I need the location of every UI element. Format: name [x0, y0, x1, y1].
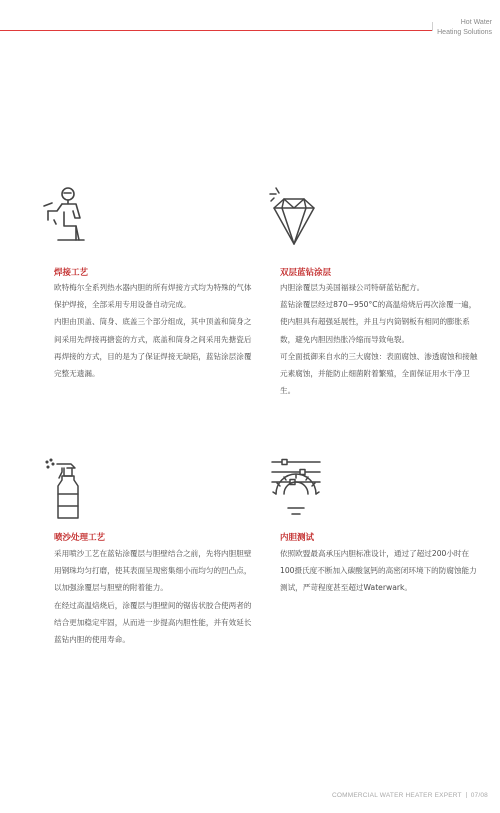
page-number: 07/08: [470, 792, 488, 799]
footer-text: COMMERCIAL WATER HEATER EXPERT: [331, 792, 462, 799]
paragraph: 可全面抵御来自水的三大腐蚀：表面腐蚀、渗透腐蚀和接触元素腐蚀，并能防止细菌附着繁殖，全面保证用水干净卫生。: [280, 351, 478, 396]
footer-separator: [466, 792, 467, 798]
welder-icon: [38, 186, 96, 250]
paragraph: 在经过高温焙烧后，涂覆层与胆壁间的锯齿状胶合使两者的结合更加稳定牢固，从而进一步提高内胆性能，并有效延长蓝钻内胆的使用寿命。: [54, 600, 252, 645]
section-body: [280, 279, 480, 399]
section-title: 双层蓝钻涂层: [280, 268, 332, 278]
header-rule: [0, 30, 432, 31]
section-body: [280, 545, 480, 597]
paragraph: 内胆涂覆层为美国福禄公司特研蓝钻配方。: [280, 283, 425, 292]
header-line-1: Hot Water: [460, 19, 492, 26]
header-line-2: Heating Solutions: [437, 29, 492, 36]
section-title: 焊接工艺: [54, 268, 89, 278]
footer: [332, 792, 488, 799]
paragraph: 内胆由顶盖、筒身、底盖三个部分组成，其中顶盖和筒身之间采用先焊接再搪瓷的方式，底盖和筒身之间采用先搪瓷后再焊接的方式，目的是为了保证焊接无缺陷，蓝钻涂层涂覆完整无遗漏。: [54, 317, 252, 379]
spray-bottle-icon: [44, 458, 90, 520]
section-title: 内胆测试: [280, 533, 315, 543]
paragraph: 采用喷沙工艺在蓝钻涂覆层与胆壁结合之前，先将内胆胆壁用钢珠均匀打磨，使其表面呈现密集细小而均匀的凹凸点，以加强涂覆层与胆壁的附着能力。: [54, 549, 252, 593]
diamond-icon: [266, 186, 322, 248]
gear-sliders-icon: [268, 458, 324, 518]
paragraph: 欧特梅尔全系列热水器内胆的所有焊接方式均为特殊的气体保护焊接，全部采用专用设备自动完成。: [54, 283, 252, 310]
section-title: 喷沙处理工艺: [54, 533, 106, 543]
header-tagline: [437, 18, 492, 38]
section-body: [54, 279, 254, 382]
paragraph: 依照欧盟最高承压内胆标准设计，通过了超过200小时在100摄氏度不断加入碳酸氢钙的高密闭环境下的防腐蚀能力测试，严苛程度甚至超过Waterwark。: [280, 549, 477, 593]
header-tick: [432, 22, 433, 31]
section-body: [54, 545, 254, 648]
paragraph: 蓝钻涂覆层经过870~950°C的高温焙烧后再次涂覆一遍，使内胆具有超强延展性，并且与内筒钢板有相同的膨胀系数，避免内胆因热胀冷缩而导致龟裂。: [280, 300, 477, 344]
